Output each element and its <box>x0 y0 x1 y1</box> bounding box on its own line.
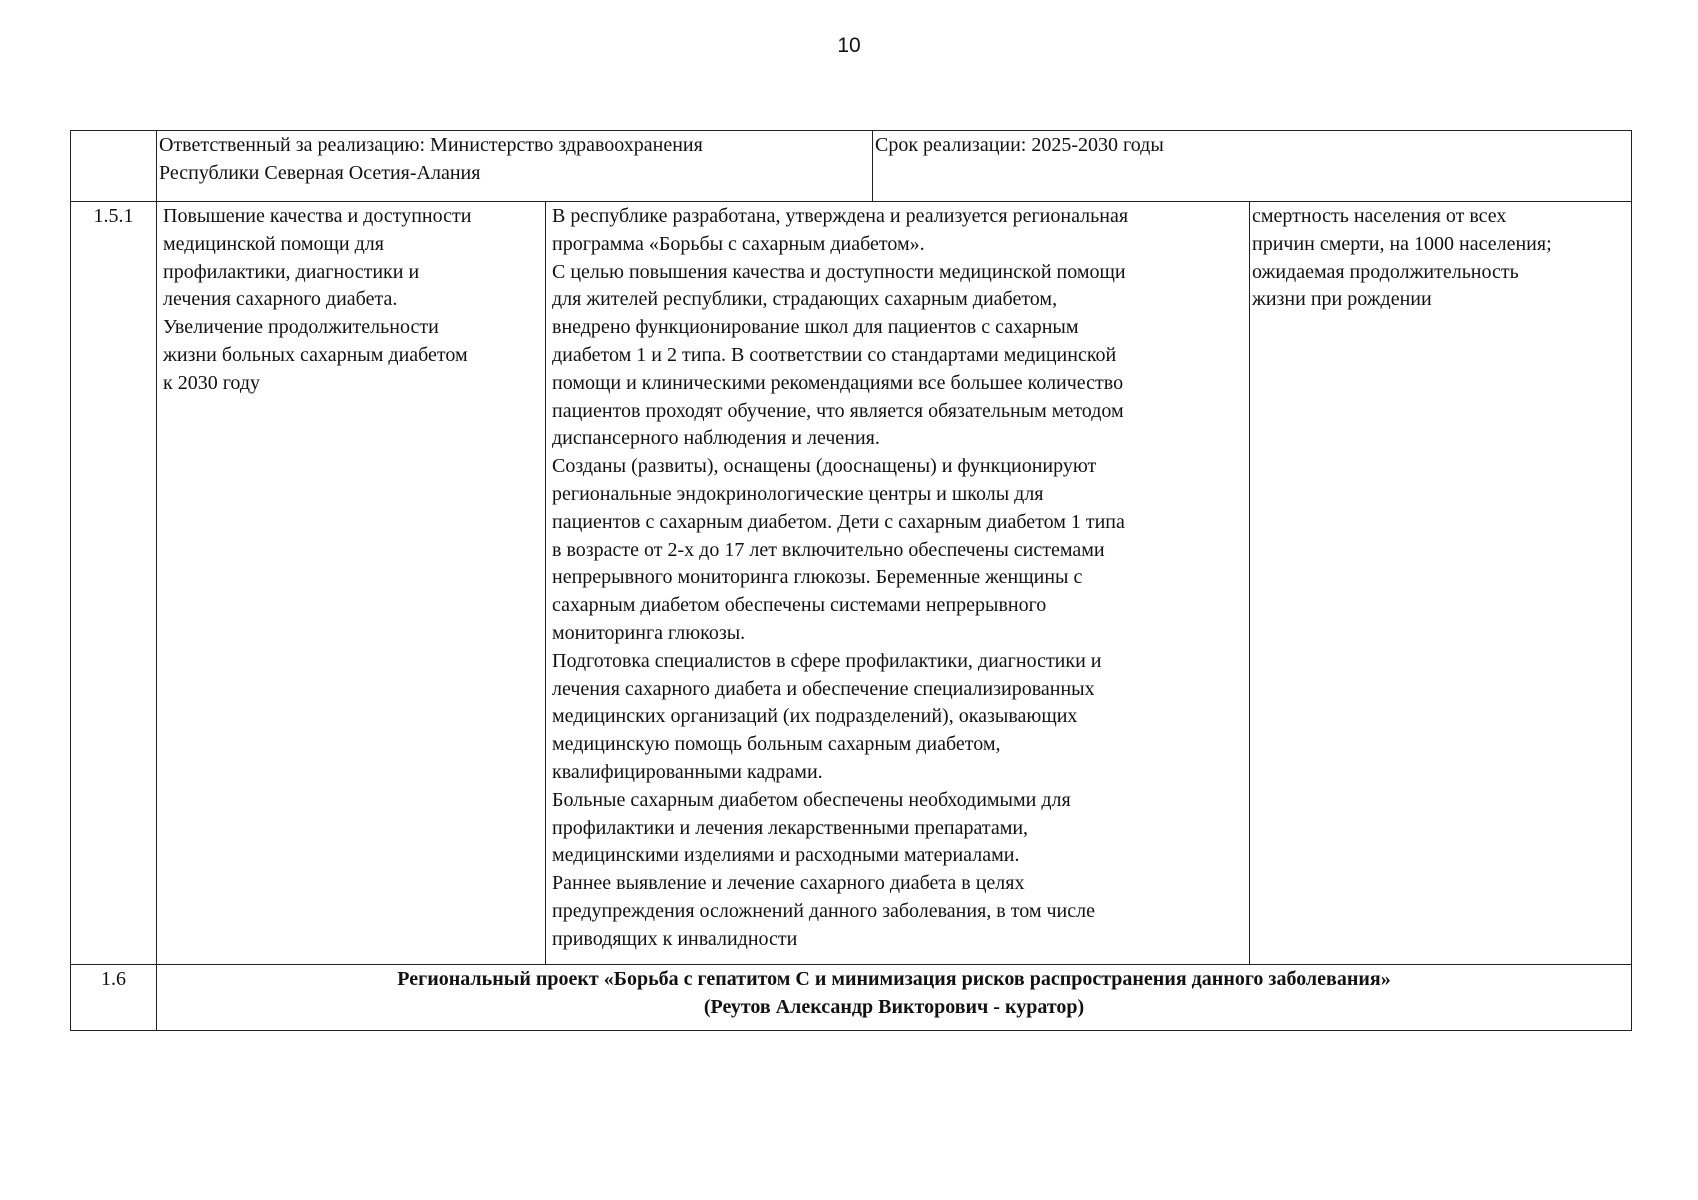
description-cell: В республике разработана, утверждена и реализуется региональная программа «Борьбы с сахарным диабетом». С целью повышения качества и доступности медицинской помощи для жителей республики, страдающих сахарным диабетом, внедрено функционирование школ для пациентов с сахарным диабетом 1 и 2 типа. В соответствии со стандартами медицинской помощи и клиническими рекомендациями все большее количество пациентов проходят обучение, что является обязательным методом диспансерного наблюдения и лечения. Созданы (развиты), оснащены (дооснащены) и функционируют региональные эндокринологические центры и школы для пациентов с сахарным диабетом. Дети с сахарным диабетом 1 типа в возрасте от 2-х до 17 лет включительно обеспечены системами непрерывного мониторинга глюкозы. Беременные женщины с сахарным диабетом обеспечены системами непрерывного мониторинга глюкозы. Подготовка специалистов в сфере профилактики, диагностики и лечения сахарного диабета и обеспечение специализированных медицинских организаций (их подразделений), оказывающих медицинскую помощь больным сахарным диабетом, квалифицированными кадрами. Больные сахарным диабетом обеспечены необходимыми для профилактики и лечения лекарственными препаратами, медицинскими изделиями и расходными материалами. Раннее выявление и лечение сахарного диабета в целях предупреждения осложнений данного заболевания, в том числе приводящих к инвалидности <box>552 205 1129 950</box>
row-divider-header <box>71 201 1631 202</box>
col-divider-number <box>156 131 157 1030</box>
task-cell: Повышение качества и доступности медицинской помощи для профилактики, диагностики и лечения сахарного диабета. Увеличение продолжительности жизни больных сахарным диабетом к 2030 году <box>163 205 472 394</box>
responsible-cell: Ответственный за реализацию: Министерство здравоохранения Республики Северная Осетия-Алания <box>159 134 703 184</box>
page-number: 10 <box>837 34 861 57</box>
indicators-cell: смертность населения от всех причин смерти, на 1000 населения; ожидаемая продолжительность жизни при рождении <box>1252 205 1552 311</box>
col-divider-header-term <box>872 131 873 201</box>
row-divider-1-6 <box>71 964 1631 965</box>
program-table <box>70 130 1632 1031</box>
row-number-1-6: 1.6 <box>101 968 126 990</box>
row-number-1-5-1: 1.5.1 <box>93 205 134 227</box>
col-divider-task <box>545 201 546 964</box>
project-title-cell: Региональный проект «Борьба с гепатитом С и минимизация рисков распространения данного заболевания» (Реутов Александр Викторович - куратор) <box>397 968 1391 1018</box>
col-divider-indicators <box>1249 201 1250 964</box>
term-cell: Срок реализации: 2025-2030 годы <box>875 134 1164 156</box>
